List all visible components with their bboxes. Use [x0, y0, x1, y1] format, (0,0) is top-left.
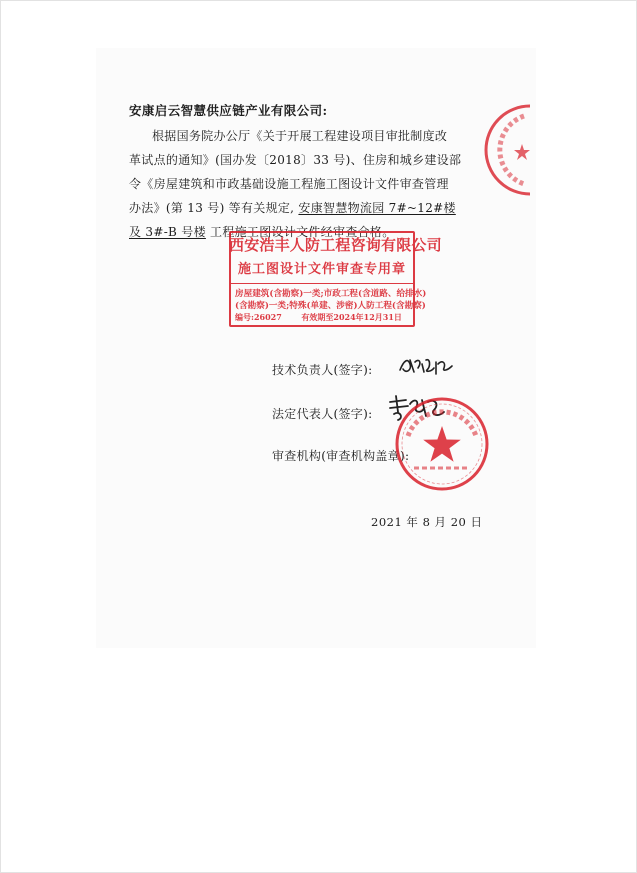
technical-lead-label: 技术负责人(签字):	[272, 363, 373, 377]
review-seal-number-row	[235, 312, 402, 323]
official-round-seal	[394, 396, 490, 492]
review-seal-subtitle: 施工图设计文件审查专用章	[237, 262, 406, 277]
body-line-4-text: 办法》(第 13 号) 等有关规定,	[129, 201, 295, 215]
review-seal-validity: 有效期至2024年12月31日	[301, 312, 402, 322]
agency-label: 审查机构(审查机构盖章):	[272, 449, 410, 463]
review-seal-title: 西安浩丰人防工程咨询有限公司	[229, 236, 442, 254]
conclusion-text: 工程施工图设计文件经审查合格。	[210, 225, 395, 239]
review-seal-divider	[231, 283, 413, 284]
project-name-part1: 安康智慧物流园 7#~12#楼	[298, 201, 456, 215]
body-line-2: 革试点的通知》(国办发〔2018〕33 号)、住房和城乡建设部	[129, 153, 462, 167]
review-seal-scope-2: (含勘察)一类;特殊(单建、涉密)人防工程(含勘察)	[235, 301, 426, 311]
body-line-3: 令《房屋建筑和市政基础设施工程施工图设计文件审查管理	[129, 177, 449, 191]
body-line-4	[129, 199, 456, 216]
review-seal-number: 编号:26027	[235, 312, 282, 322]
document-date: 2021 年 8 月 20 日	[371, 515, 483, 529]
edge-seal	[484, 104, 532, 196]
addressee: 安康启云智慧供应链产业有限公司:	[129, 103, 328, 118]
legal-rep-label: 法定代表人(签字):	[272, 407, 373, 421]
review-seal-scope-1: 房屋建筑(含勘察)一类;市政工程(含道路、给排水)	[235, 289, 427, 299]
technical-lead-signature	[398, 354, 454, 378]
review-seal	[229, 231, 442, 327]
body-line-1: 根据国务院办公厅《关于开展工程建设项目审批制度改	[152, 129, 448, 143]
project-name-part2: 及 3#-B 号楼	[129, 225, 206, 239]
